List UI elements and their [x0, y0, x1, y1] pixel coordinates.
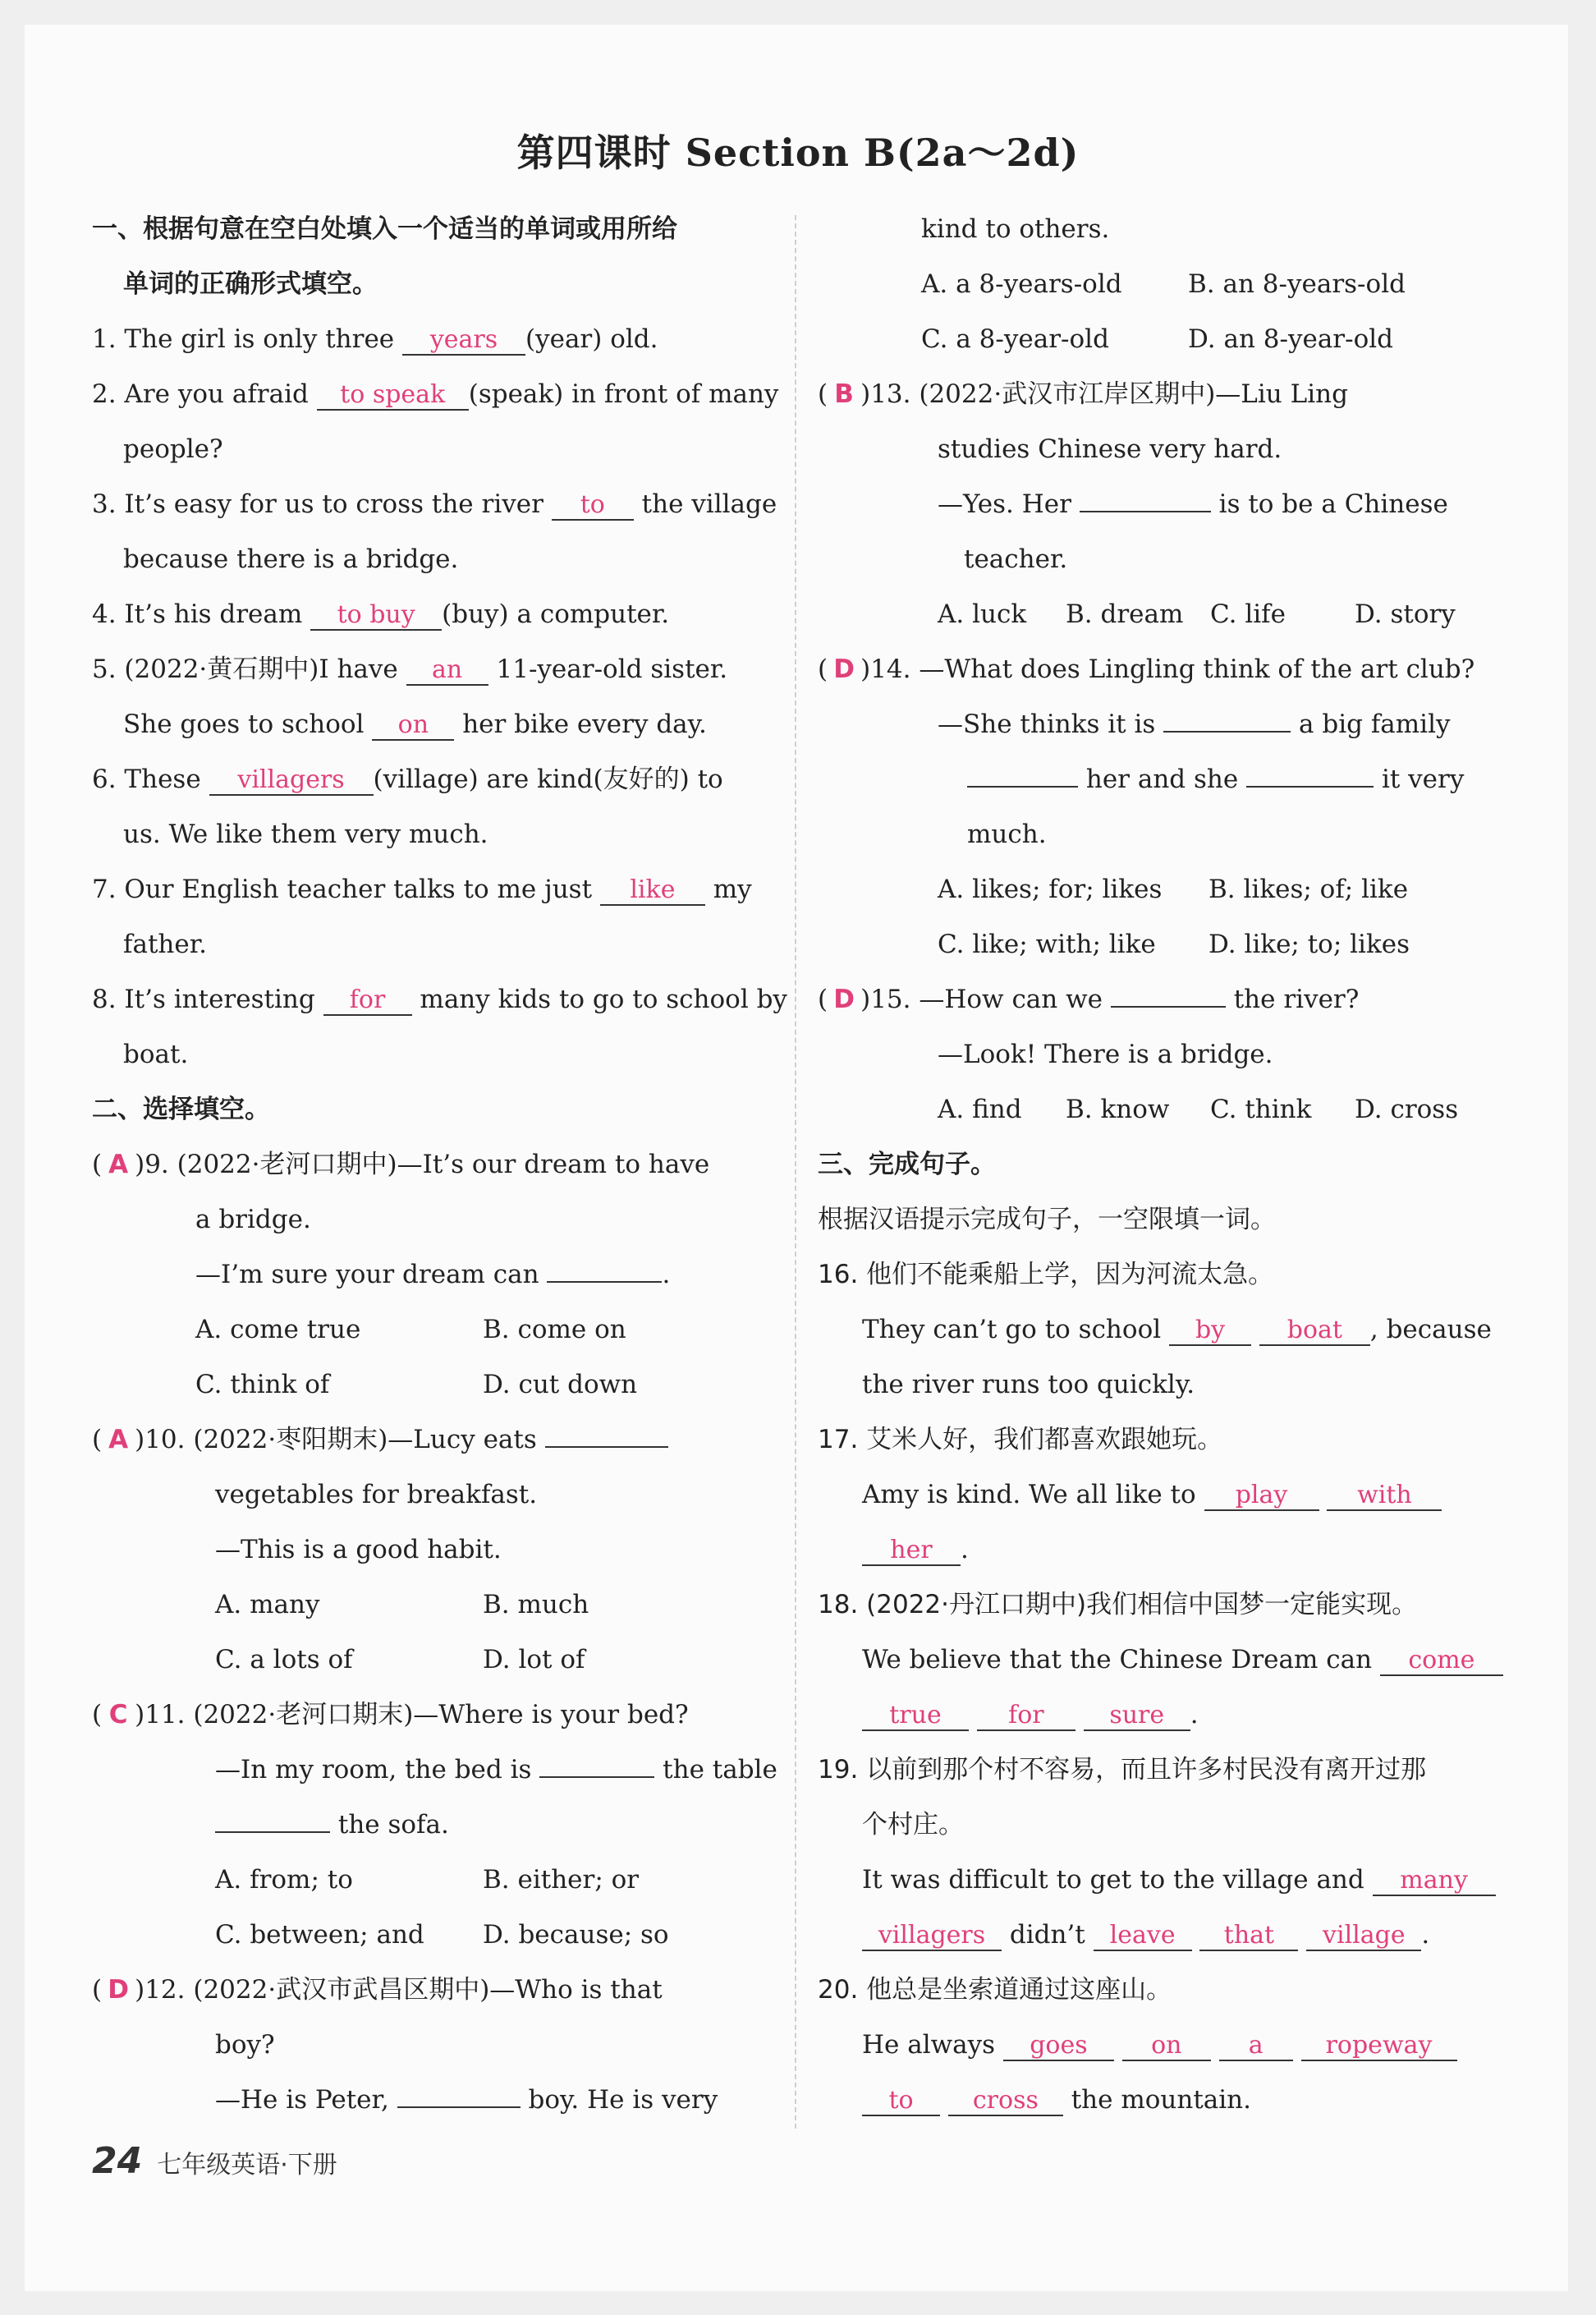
- q11-answer: C: [108, 1700, 128, 1729]
- q19-english-cont: [818, 1908, 1489, 1963]
- q17-english: [818, 1468, 1489, 1523]
- q14-options-cd: [818, 917, 1489, 972]
- q19-blank-1[interactable]: many: [1373, 1867, 1496, 1896]
- q10-blank[interactable]: [545, 1446, 668, 1448]
- q17-text: Amy is kind. We all like to: [862, 1480, 1196, 1509]
- q1-blank[interactable]: years: [402, 326, 525, 356]
- q19-chinese-cont: 个村庄。: [862, 1810, 964, 1840]
- q9-period: .: [662, 1260, 671, 1289]
- page-footer: [92, 2140, 337, 2182]
- q7-text-end: my: [713, 875, 752, 904]
- q13-line-2: studies Chinese very hard.: [938, 434, 1282, 464]
- q18-english-cont: [818, 1688, 1489, 1743]
- q2-text-end: (speak) in front of many: [468, 379, 779, 409]
- q9-line-3: [92, 1247, 770, 1302]
- question-6-cont: us. We like them very much.: [123, 820, 488, 849]
- q17-blank-1[interactable]: play: [1204, 1481, 1319, 1511]
- q3-text-end: the village: [641, 489, 777, 519]
- q13-line-4: teacher.: [964, 544, 1068, 574]
- right-column: [818, 202, 1492, 2128]
- q3-blank[interactable]: to: [552, 491, 634, 521]
- question-2-cont: people?: [123, 434, 223, 464]
- q12-line-3: [92, 2073, 770, 2128]
- q11-options-cd: [92, 1908, 770, 1963]
- q20-text: He always: [862, 2030, 996, 2060]
- q10-option-d[interactable]: D. lot of: [483, 1645, 585, 1674]
- q13-line-3: [818, 477, 1489, 532]
- q14-options-ab: [818, 862, 1489, 917]
- question-7: [92, 862, 770, 917]
- q9-blank[interactable]: [547, 1281, 662, 1283]
- q11-option-c[interactable]: C. between; and: [215, 1920, 424, 1950]
- question-4: [92, 587, 770, 642]
- q19-blank-4[interactable]: that: [1199, 1922, 1298, 1951]
- section-1-heading-cont: 单词的正确形式填空。: [123, 269, 378, 299]
- q14-line-3-end: it very: [1381, 765, 1465, 794]
- q16-text-end: , because: [1369, 1315, 1492, 1344]
- question-7-cont: father.: [123, 930, 207, 959]
- q20-blank-4[interactable]: ropeway: [1301, 2032, 1457, 2061]
- page-number: 24: [92, 2140, 143, 2182]
- q10-answer: A: [108, 1425, 129, 1454]
- q19-period: .: [1421, 1920, 1430, 1950]
- q4-text: 4. It’s his dream: [92, 599, 303, 629]
- q11-line-2-end: the table: [663, 1755, 777, 1784]
- left-column: [92, 202, 787, 2128]
- section-3-heading: 三、完成句子。: [818, 1150, 996, 1179]
- question-5: [92, 642, 770, 697]
- q17-blank-3[interactable]: her: [862, 1536, 961, 1566]
- question-1: [92, 312, 770, 367]
- q13-options: [818, 587, 1489, 642]
- q12-line-3-end: boy. He is very: [528, 2085, 718, 2115]
- q10-option-c[interactable]: C. a lots of: [215, 1645, 353, 1674]
- q19-blank-3[interactable]: leave: [1094, 1922, 1192, 1951]
- q14-option-d[interactable]: D. like; to; likes: [1208, 930, 1410, 959]
- q6-text-end: (village) are kind(友好的) to: [373, 765, 723, 794]
- q12-option-c[interactable]: C. a 8-year-old: [921, 324, 1109, 354]
- q12-option-b[interactable]: B. an 8-years-old: [1188, 269, 1406, 299]
- q12-line-4: kind to others.: [921, 214, 1110, 244]
- q18-chinese: 18. (2022·丹江口期中)我们相信中国梦一定能实现。: [818, 1590, 1418, 1619]
- q14-line-4: much.: [967, 820, 1047, 849]
- q7-text: 7. Our English teacher talks to me just: [92, 875, 593, 904]
- q16-english: [818, 1302, 1492, 1357]
- q5-text-mid: 11-year-old sister.: [496, 655, 728, 684]
- q17-blank-2[interactable]: with: [1327, 1481, 1442, 1511]
- question-3: [92, 477, 777, 532]
- question-8-cont: boat.: [123, 1040, 189, 1069]
- q11-option-a[interactable]: A. from; to: [215, 1865, 353, 1895]
- q8-text-end: many kids to go to school by: [420, 985, 787, 1014]
- question-11: ( C )11. (2022·老河口期末)—Where is your bed?: [92, 1688, 770, 1743]
- q13-line-3-end: is to be a Chinese: [1218, 489, 1448, 519]
- q12-stem: )12. (2022·武汉市武昌区期中)—Who is that: [135, 1975, 663, 2005]
- q12-line-3-text: —He is Peter,: [215, 2085, 389, 2115]
- q20-blank-1[interactable]: goes: [1003, 2032, 1114, 2061]
- q15-answer: D: [833, 985, 855, 1014]
- q19-chinese: 19. 以前到那个村不容易，而且许多村民没有离开过那: [818, 1755, 1427, 1784]
- q9-option-a[interactable]: A. come true: [195, 1315, 361, 1344]
- book-label: 七年级英语·下册: [157, 2151, 337, 2179]
- q20-blank-3[interactable]: a: [1219, 2032, 1293, 2061]
- q9-line-3-text: —I’m sure your dream can: [195, 1260, 539, 1289]
- q12-answer: D: [108, 1975, 129, 2005]
- question-10: ( A )10. (2022·枣阳期末)—Lucy eats: [92, 1412, 770, 1468]
- q12-options-cd: [818, 312, 1489, 367]
- q18-english: [818, 1633, 1489, 1688]
- q14-option-a[interactable]: A. likes; for; likes: [938, 875, 1163, 904]
- q15-stem: )15. —How can we: [860, 985, 1103, 1014]
- q14-option-b[interactable]: B. likes; of; like: [1208, 875, 1409, 904]
- q13-blank[interactable]: [1080, 511, 1211, 512]
- question-13: ( B )13. (2022·武汉市江岸区期中)—Liu Ling: [818, 367, 1489, 422]
- q11-blank-1[interactable]: [539, 1776, 654, 1778]
- q11-options-ab: [92, 1853, 770, 1908]
- q20-blank-6[interactable]: cross: [948, 2087, 1063, 2116]
- q19-english: [818, 1853, 1489, 1908]
- q1-text-end: (year) old.: [525, 324, 658, 354]
- question-9: ( A )9. (2022·老河口期中)—It’s our dream to have: [92, 1137, 770, 1192]
- q9-option-d[interactable]: D. cut down: [483, 1370, 638, 1399]
- q19-blank-2[interactable]: villagers: [862, 1922, 1002, 1951]
- q9-options-cd: [92, 1357, 770, 1412]
- q16-english-cont: the river runs too quickly.: [862, 1370, 1195, 1399]
- q11-line-2: [92, 1743, 777, 1798]
- q3-text: 3. It’s easy for us to cross the river: [92, 489, 543, 519]
- q18-blank-4[interactable]: sure: [1084, 1702, 1190, 1731]
- q10-line-2: vegetables for breakfast.: [215, 1480, 538, 1509]
- q4-text-end: (buy) a computer.: [442, 599, 670, 629]
- q15-line-2: —Look! There is a bridge.: [938, 1040, 1273, 1069]
- question-3-cont: because there is a bridge.: [123, 544, 459, 574]
- q12-option-a[interactable]: A. a 8-years-old: [921, 269, 1122, 299]
- q9-answer: A: [108, 1150, 129, 1179]
- q15-stem-end: the river?: [1233, 985, 1360, 1014]
- q16-text: They can’t go to school: [862, 1315, 1162, 1344]
- q2-text: 2. Are you afraid: [92, 379, 309, 409]
- question-5-cont: [92, 697, 770, 752]
- q11-line-3-text: the sofa.: [337, 1810, 449, 1840]
- q15-option-a[interactable]: A. find: [938, 1095, 1022, 1124]
- column-divider: [795, 215, 796, 2129]
- q17-english-cont: [818, 1523, 1489, 1578]
- q13-option-d[interactable]: D. story: [1355, 599, 1456, 629]
- q14-blank-2[interactable]: [967, 786, 1078, 788]
- q13-option-c[interactable]: C. life: [1210, 599, 1286, 629]
- q18-blank-2[interactable]: true: [862, 1702, 969, 1731]
- q20-blank-2[interactable]: on: [1122, 2032, 1211, 2061]
- q6-blank[interactable]: villagers: [209, 766, 374, 796]
- q20-english: [818, 2018, 1489, 2073]
- question-8: [92, 972, 787, 1027]
- q7-blank[interactable]: like: [600, 876, 705, 906]
- q5-text-end: her bike every day.: [462, 710, 707, 739]
- q19-text: It was difficult to get to the village and: [862, 1865, 1364, 1895]
- q11-stem: )11. (2022·老河口期末)—Where is your bed?: [135, 1700, 689, 1729]
- q13-option-a[interactable]: A. luck: [938, 599, 1027, 629]
- q20-english-cont: [818, 2073, 1489, 2128]
- q8-blank[interactable]: for: [323, 986, 412, 1016]
- q5-text: 5. (2022·黄石期中)I have: [92, 655, 398, 684]
- q10-option-b[interactable]: B. much: [483, 1590, 589, 1619]
- q1-text: 1. The girl is only three: [92, 324, 395, 354]
- question-15: ( D )15. —How can we the river?: [818, 972, 1489, 1027]
- q20-blank-5[interactable]: to: [862, 2087, 940, 2116]
- q9-line-2: a bridge.: [195, 1205, 311, 1234]
- q11-line-2-text: —In my room, the bed is: [215, 1755, 532, 1784]
- q10-options-ab: [92, 1578, 770, 1633]
- q14-blank-3[interactable]: [1246, 786, 1374, 788]
- q9-option-b[interactable]: B. come on: [483, 1315, 626, 1344]
- q19-text-mid: didn’t: [1009, 1920, 1085, 1950]
- q12-options-ab: [818, 257, 1489, 312]
- q16-blank-2[interactable]: boat: [1259, 1316, 1370, 1346]
- q16-chinese: 16. 他们不能乘船上学，因为河流太急。: [818, 1260, 1274, 1289]
- q9-options-ab: [92, 1302, 770, 1357]
- question-6: [92, 752, 770, 807]
- q14-line-3-text: her and she: [1085, 765, 1239, 794]
- q17-period: .: [961, 1535, 969, 1564]
- q9-option-c[interactable]: C. think of: [195, 1370, 330, 1399]
- q14-option-c[interactable]: C. like; with; like: [938, 930, 1156, 959]
- q11-option-d[interactable]: D. because; so: [483, 1920, 669, 1950]
- q11-option-b[interactable]: B. either; or: [483, 1865, 640, 1895]
- q15-blank[interactable]: [1111, 1006, 1226, 1008]
- question-12: ( D )12. (2022·武汉市武昌区期中)—Who is that: [92, 1963, 770, 2018]
- q13-answer: B: [834, 379, 854, 409]
- q12-option-d[interactable]: D. an 8-year-old: [1188, 324, 1394, 354]
- q2-blank[interactable]: to speak: [317, 381, 469, 411]
- section-3-intro: 根据汉语提示完成句子，一空限填一词。: [818, 1205, 1276, 1234]
- q15-options: [818, 1082, 1489, 1137]
- section-1-heading: 一、根据句意在空白处填入一个适当的单词或用所给: [92, 214, 677, 244]
- q13-line-3-text: —Yes. Her: [938, 489, 1071, 519]
- q13-option-b[interactable]: B. dream: [1066, 599, 1184, 629]
- q12-blank[interactable]: [397, 2106, 521, 2108]
- q11-line-3: [92, 1798, 770, 1853]
- q12-line-2: boy?: [215, 2030, 275, 2060]
- q9-stem: )9. (2022·老河口期中)—It’s our dream to have: [135, 1150, 710, 1179]
- q5-text-2: She goes to school: [123, 710, 365, 739]
- q10-option-a[interactable]: A. many: [215, 1590, 320, 1619]
- q10-stem: )10. (2022·枣阳期末)—Lucy eats: [135, 1425, 537, 1454]
- q17-chinese: 17. 艾米人好，我们都喜欢跟她玩。: [818, 1425, 1223, 1454]
- q18-blank-3[interactable]: for: [977, 1702, 1075, 1731]
- q10-line-3: —This is a good habit.: [215, 1535, 502, 1564]
- q15-option-c[interactable]: C. think: [1210, 1095, 1312, 1124]
- q4-blank[interactable]: to buy: [310, 601, 442, 631]
- question-14: ( D )14. —What does Lingling think of the art club?: [818, 642, 1489, 697]
- q14-line-2-end: a big family: [1299, 710, 1451, 739]
- q18-text: We believe that the Chinese Dream can: [862, 1645, 1373, 1674]
- q20-text-end: the mountain.: [1071, 2085, 1252, 2115]
- q10-options-cd: [92, 1633, 770, 1688]
- section-2-heading: 二、选择填空。: [92, 1095, 270, 1124]
- q8-text: 8. It’s interesting: [92, 985, 315, 1014]
- q6-text: 6. These: [92, 765, 201, 794]
- question-2: [92, 367, 779, 422]
- q5-blank-1[interactable]: an: [406, 656, 488, 686]
- q13-stem: )13. (2022·武汉市江岸区期中)—Liu Ling: [860, 379, 1348, 409]
- q14-line-2-text: —She thinks it is: [938, 710, 1156, 739]
- page-title: 第四课时 Section B(2a～2d): [516, 131, 1080, 175]
- q14-blank-1[interactable]: [1163, 731, 1291, 733]
- q16-blank-1[interactable]: by: [1169, 1316, 1251, 1346]
- q14-line-3: [818, 752, 1489, 807]
- q11-blank-2[interactable]: [215, 1831, 330, 1833]
- q14-line-2: [818, 697, 1489, 752]
- q5-blank-2[interactable]: on: [372, 711, 454, 741]
- q15-option-d[interactable]: D. cross: [1355, 1095, 1459, 1124]
- q14-answer: D: [833, 655, 855, 684]
- q19-blank-5[interactable]: village: [1306, 1922, 1421, 1951]
- q18-blank-1[interactable]: come: [1380, 1647, 1503, 1676]
- q18-period: .: [1190, 1700, 1199, 1729]
- q15-option-b[interactable]: B. know: [1066, 1095, 1170, 1124]
- q14-stem: )14. —What does Lingling think of the art club?: [860, 655, 1475, 684]
- q20-chinese: 20. 他总是坐索道通过这座山。: [818, 1975, 1172, 2005]
